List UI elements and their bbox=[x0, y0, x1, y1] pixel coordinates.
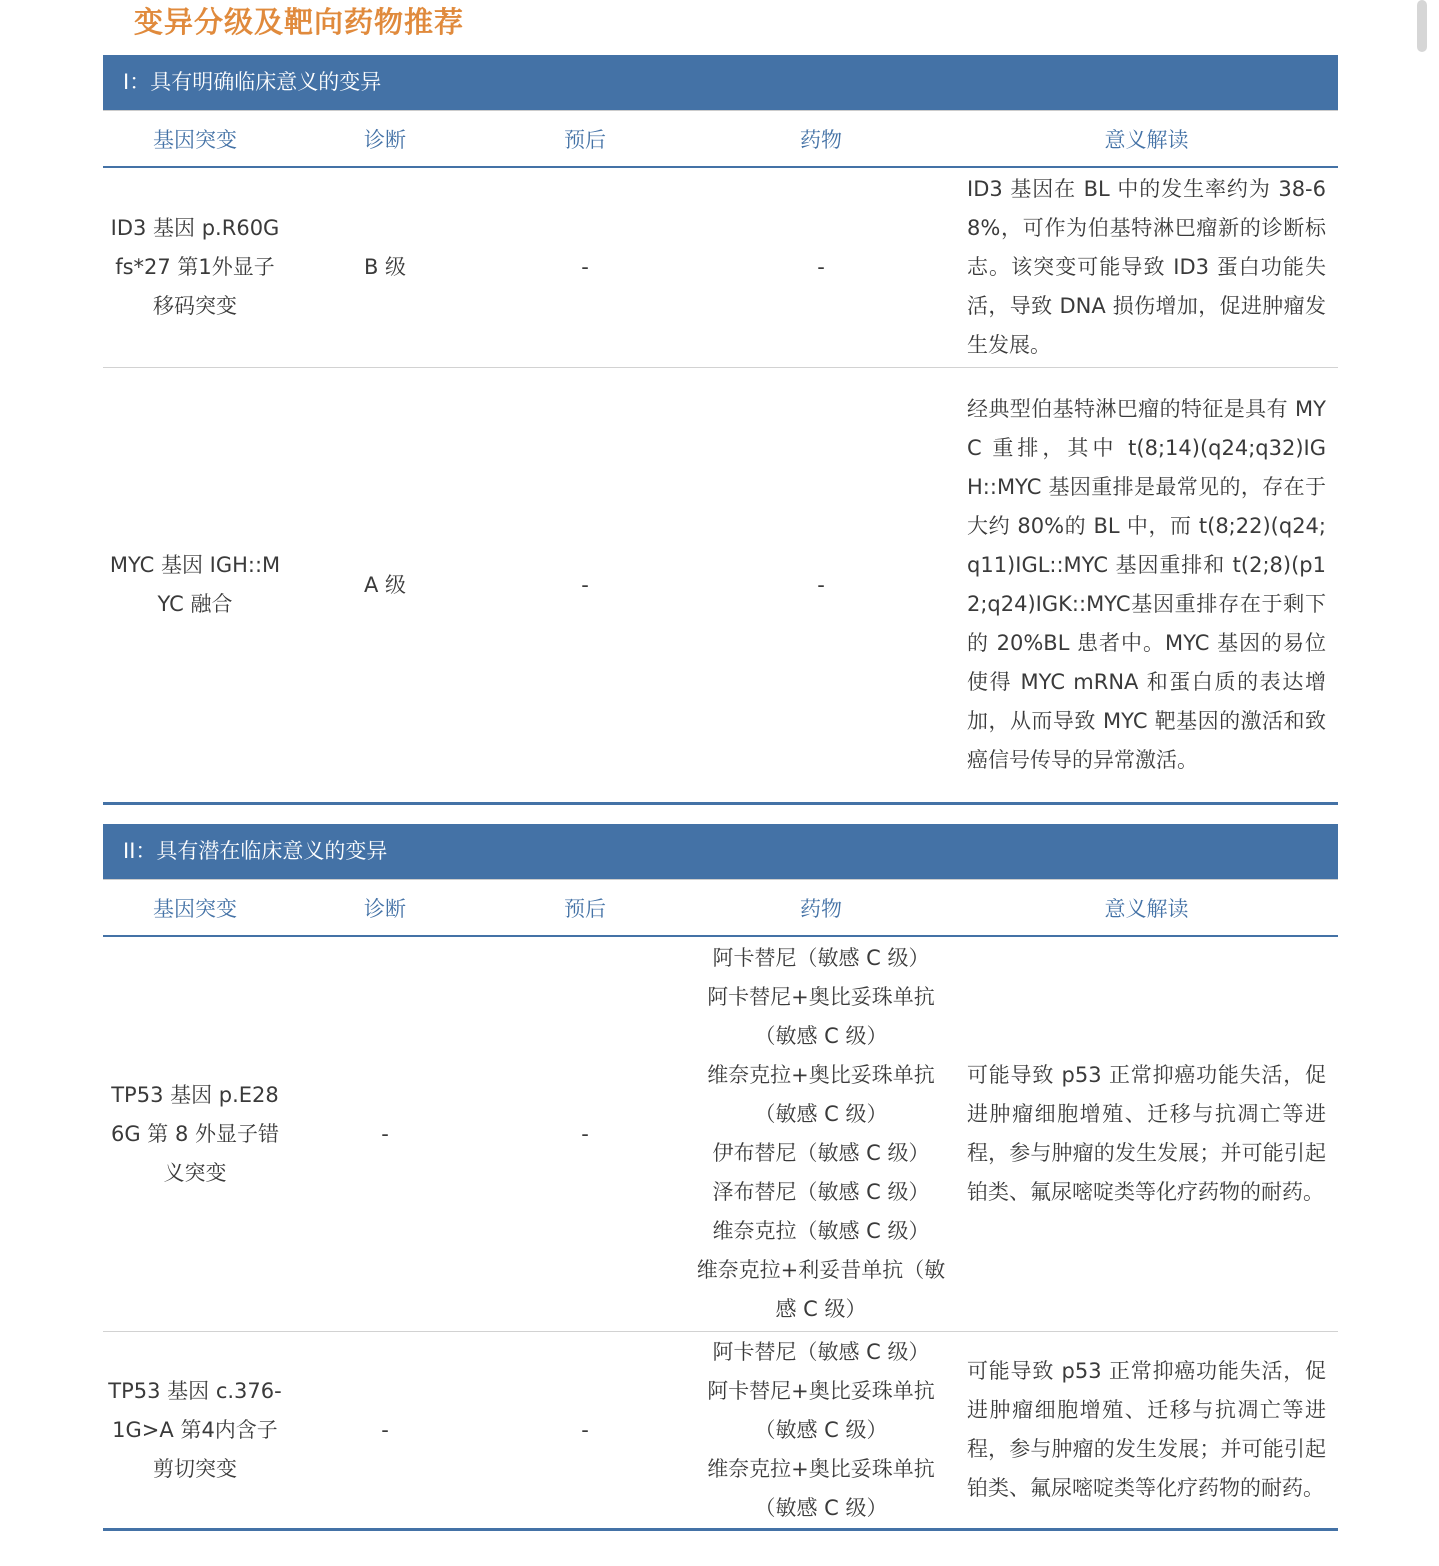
drug-item: 伊布替尼（敏感 C 级） bbox=[712, 1141, 930, 1165]
col-header-diagnosis: 诊断 bbox=[287, 880, 483, 937]
col-header-drugs: 药物 bbox=[687, 880, 955, 937]
table-row bbox=[103, 936, 1338, 1332]
drug-item: 阿卡替尼（敏感 C 级） bbox=[712, 1339, 930, 1364]
table-row bbox=[103, 167, 1338, 368]
drugs-cell bbox=[687, 936, 955, 1332]
drug-item: 阿卡替尼（敏感 C 级） bbox=[712, 946, 930, 970]
scrollbar[interactable] bbox=[1417, 0, 1427, 52]
diagnosis-cell: A 级 bbox=[287, 368, 483, 804]
diagnosis-cell: - bbox=[287, 936, 483, 1332]
drug-item: - bbox=[817, 572, 825, 597]
drug-item: 阿卡替尼+奥比妥珠单抗（敏感 C 级） bbox=[707, 1378, 935, 1442]
prognosis-cell: - bbox=[483, 368, 687, 804]
variant-table bbox=[103, 879, 1338, 1531]
table-row bbox=[103, 368, 1338, 804]
table-row bbox=[103, 1332, 1338, 1530]
table-header-row bbox=[103, 880, 1338, 937]
col-header-gene: 基因突变 bbox=[103, 880, 287, 937]
drug-item: 维奈克拉（敏感 C 级） bbox=[712, 1219, 930, 1243]
section-banner: II：具有潜在临床意义的变异 bbox=[103, 824, 1338, 879]
col-header-drugs: 药物 bbox=[687, 111, 955, 168]
gene-cell: ID3 基因 p.R60Gfs*27 第1外显子移码突变 bbox=[103, 167, 287, 368]
prognosis-cell: - bbox=[483, 1332, 687, 1530]
gene-cell: TP53 基因 p.E286G 第 8 外显子错义突变 bbox=[103, 936, 287, 1332]
interpretation-cell: 经典型伯基特淋巴瘤的特征是具有 MYC 重排，其中 t(8;14)(q24;q32)IGH::MYC 基因重排是最常见的，存在于大约 80%的 BL 中，而 t(8;22)(q24;q11)IGL::MYC 基因重排和 t(2;8)(p12;q24)IGK::MYC基因重排存在于剩下的 20%BL 患者中。MYC 基因的易位使得 MYC mRNA 和蛋白质的表达增加，从而导致 MYC 靶基因的激活和致癌信号传导的异常激活。 bbox=[955, 368, 1338, 804]
gene-cell: TP53 基因 c.376-1G>A 第4内含子剪切突变 bbox=[103, 1332, 287, 1530]
section-banner: I：具有明确临床意义的变异 bbox=[103, 55, 1338, 110]
diagnosis-cell: B 级 bbox=[287, 167, 483, 368]
drug-item: 阿卡替尼+奥比妥珠单抗（敏感 C 级） bbox=[707, 985, 935, 1048]
col-header-prognosis: 预后 bbox=[483, 880, 687, 937]
col-header-gene: 基因突变 bbox=[103, 111, 287, 168]
drug-item: - bbox=[817, 255, 825, 279]
col-header-interpretation: 意义解读 bbox=[955, 880, 1338, 937]
col-header-interpretation: 意义解读 bbox=[955, 111, 1338, 168]
prognosis-cell: - bbox=[483, 936, 687, 1332]
gene-cell: MYC 基因 IGH::MYC 融合 bbox=[103, 368, 287, 804]
drugs-cell bbox=[687, 368, 955, 804]
drugs-cell bbox=[687, 167, 955, 368]
interpretation-cell: 可能导致 p53 正常抑癌功能失活，促进肿瘤细胞增殖、迁移与抗凋亡等进程，参与肿瘤的发生发展；并可能引起铂类、氟尿嘧啶类等化疗药物的耐药。 bbox=[955, 936, 1338, 1332]
drug-item: 泽布替尼（敏感 C 级） bbox=[712, 1180, 930, 1204]
variant-table bbox=[103, 110, 1338, 805]
interpretation-cell: 可能导致 p53 正常抑癌功能失活，促进肿瘤细胞增殖、迁移与抗凋亡等进程，参与肿瘤的发生发展；并可能引起铂类、氟尿嘧啶类等化疗药物的耐药。 bbox=[955, 1332, 1338, 1530]
drug-item: 维奈克拉+利妥昔单抗（敏感 C 级） bbox=[696, 1258, 946, 1321]
interpretation-cell: ID3 基因在 BL 中的发生率约为 38-68%，可作为伯基特淋巴瘤新的诊断标志。该突变可能导致 ID3 蛋白功能失活，导致 DNA 损伤增加，促进肿瘤发生发展。 bbox=[955, 167, 1338, 368]
col-header-prognosis: 预后 bbox=[483, 111, 687, 168]
section-clear-significance bbox=[103, 55, 1338, 805]
prognosis-cell: - bbox=[483, 167, 687, 368]
page-title: 变异分级及靶向药物推荐 bbox=[134, 5, 465, 39]
col-header-diagnosis: 诊断 bbox=[287, 111, 483, 168]
table-header-row bbox=[103, 111, 1338, 168]
diagnosis-cell: - bbox=[287, 1332, 483, 1530]
drug-item: 维奈克拉+奥比妥珠单抗（敏感 C 级） bbox=[707, 1063, 935, 1126]
section-potential-significance bbox=[103, 824, 1338, 1531]
drug-item: 维奈克拉+奥比妥珠单抗（敏感 C 级） bbox=[707, 1456, 935, 1520]
drugs-cell bbox=[687, 1332, 955, 1530]
